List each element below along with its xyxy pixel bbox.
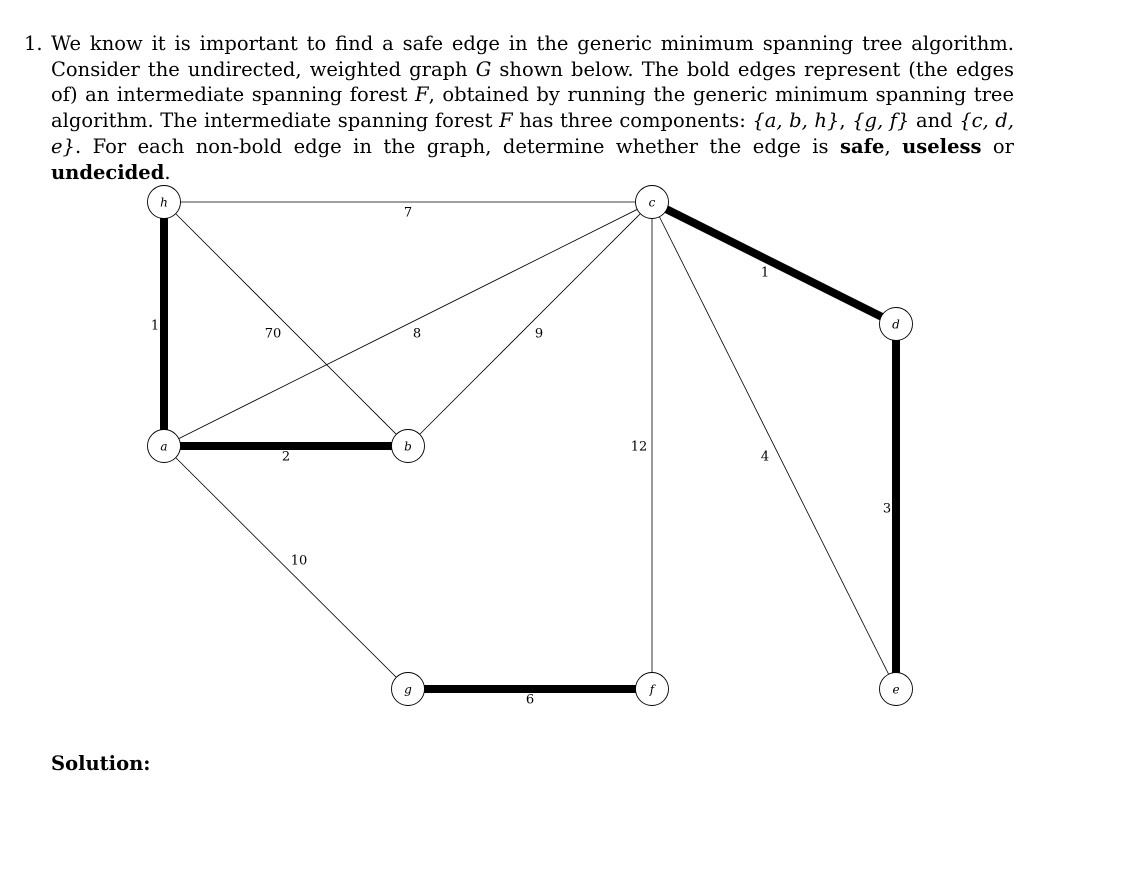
math-G: G bbox=[475, 57, 492, 81]
node-label-e: e bbox=[892, 682, 900, 697]
node-label-c: c bbox=[648, 195, 656, 210]
edge-weight-h-a: 1 bbox=[150, 318, 160, 334]
text-part: , bbox=[839, 109, 853, 133]
node-g bbox=[392, 673, 425, 706]
edge-weight-c-e: 4 bbox=[760, 449, 770, 465]
node-label-a: a bbox=[160, 439, 168, 454]
problem-number: 1. bbox=[24, 32, 43, 55]
text-part: We know it is important to find a safe edge in the generic minimum spanning tree algorithm. Consider the undirected, weighted graph bbox=[51, 32, 1014, 81]
graph-edges bbox=[164, 202, 896, 689]
text-part: . For each non-bold edge in the graph, determine whether the edge is bbox=[74, 134, 841, 158]
edge-a-c bbox=[164, 202, 652, 446]
node-d bbox=[880, 308, 913, 341]
component-abh: {a, b, h} bbox=[752, 109, 840, 133]
node-label-f: f bbox=[649, 682, 655, 697]
node-c bbox=[636, 186, 669, 219]
node-h bbox=[148, 186, 181, 219]
edge-weight-a-b: 2 bbox=[281, 449, 291, 465]
graph-edge-labels bbox=[151, 206, 891, 708]
edge-h-b bbox=[164, 202, 408, 446]
node-label-h: h bbox=[160, 195, 168, 210]
edge-c-d-bold bbox=[652, 202, 896, 324]
text-part: and bbox=[909, 109, 960, 133]
node-f bbox=[636, 673, 669, 706]
edge-weight-h-c: 7 bbox=[403, 205, 413, 221]
solution-label: Solution: bbox=[51, 752, 151, 775]
edge-weight-h-b: 70 bbox=[264, 326, 282, 342]
edge-weight-b-c: 9 bbox=[534, 326, 544, 342]
text-part: . bbox=[164, 160, 171, 184]
edge-b-c bbox=[408, 202, 652, 446]
edge-weight-c-d: 1 bbox=[760, 265, 770, 281]
node-a bbox=[148, 430, 181, 463]
node-label-b: b bbox=[404, 439, 412, 454]
component-cde: {c, d, e} bbox=[51, 109, 1014, 158]
text-part: or bbox=[981, 134, 1014, 158]
text-part: shown below. The bold edges represent (the edges of) an intermediate spanning forest bbox=[51, 57, 1014, 107]
node-label-g: g bbox=[404, 682, 412, 697]
math-F: F bbox=[499, 109, 513, 133]
edge-a-g bbox=[164, 446, 408, 689]
text-part: has three components: bbox=[512, 109, 753, 133]
edge-weight-d-e: 3 bbox=[882, 501, 892, 517]
node-e bbox=[880, 673, 913, 706]
edge-c-e bbox=[652, 202, 896, 689]
edge-weight-g-f: 6 bbox=[525, 692, 535, 708]
term-useless: useless bbox=[902, 134, 982, 158]
edge-weight-a-g: 10 bbox=[290, 553, 308, 569]
math-F: F bbox=[415, 83, 429, 107]
term-safe: safe bbox=[840, 134, 885, 158]
term-undecided: undecided bbox=[51, 160, 165, 184]
node-label-d: d bbox=[892, 317, 900, 332]
edge-weight-a-c: 8 bbox=[412, 326, 422, 342]
component-gf: {g, f} bbox=[852, 109, 910, 133]
text-part: , bbox=[884, 134, 903, 158]
edge-weight-c-f: 12 bbox=[630, 439, 648, 455]
text-part: , obtained by running the generic minimum spanning tree algorithm. The intermediate spanning forest bbox=[51, 83, 1014, 133]
node-b bbox=[392, 430, 425, 463]
